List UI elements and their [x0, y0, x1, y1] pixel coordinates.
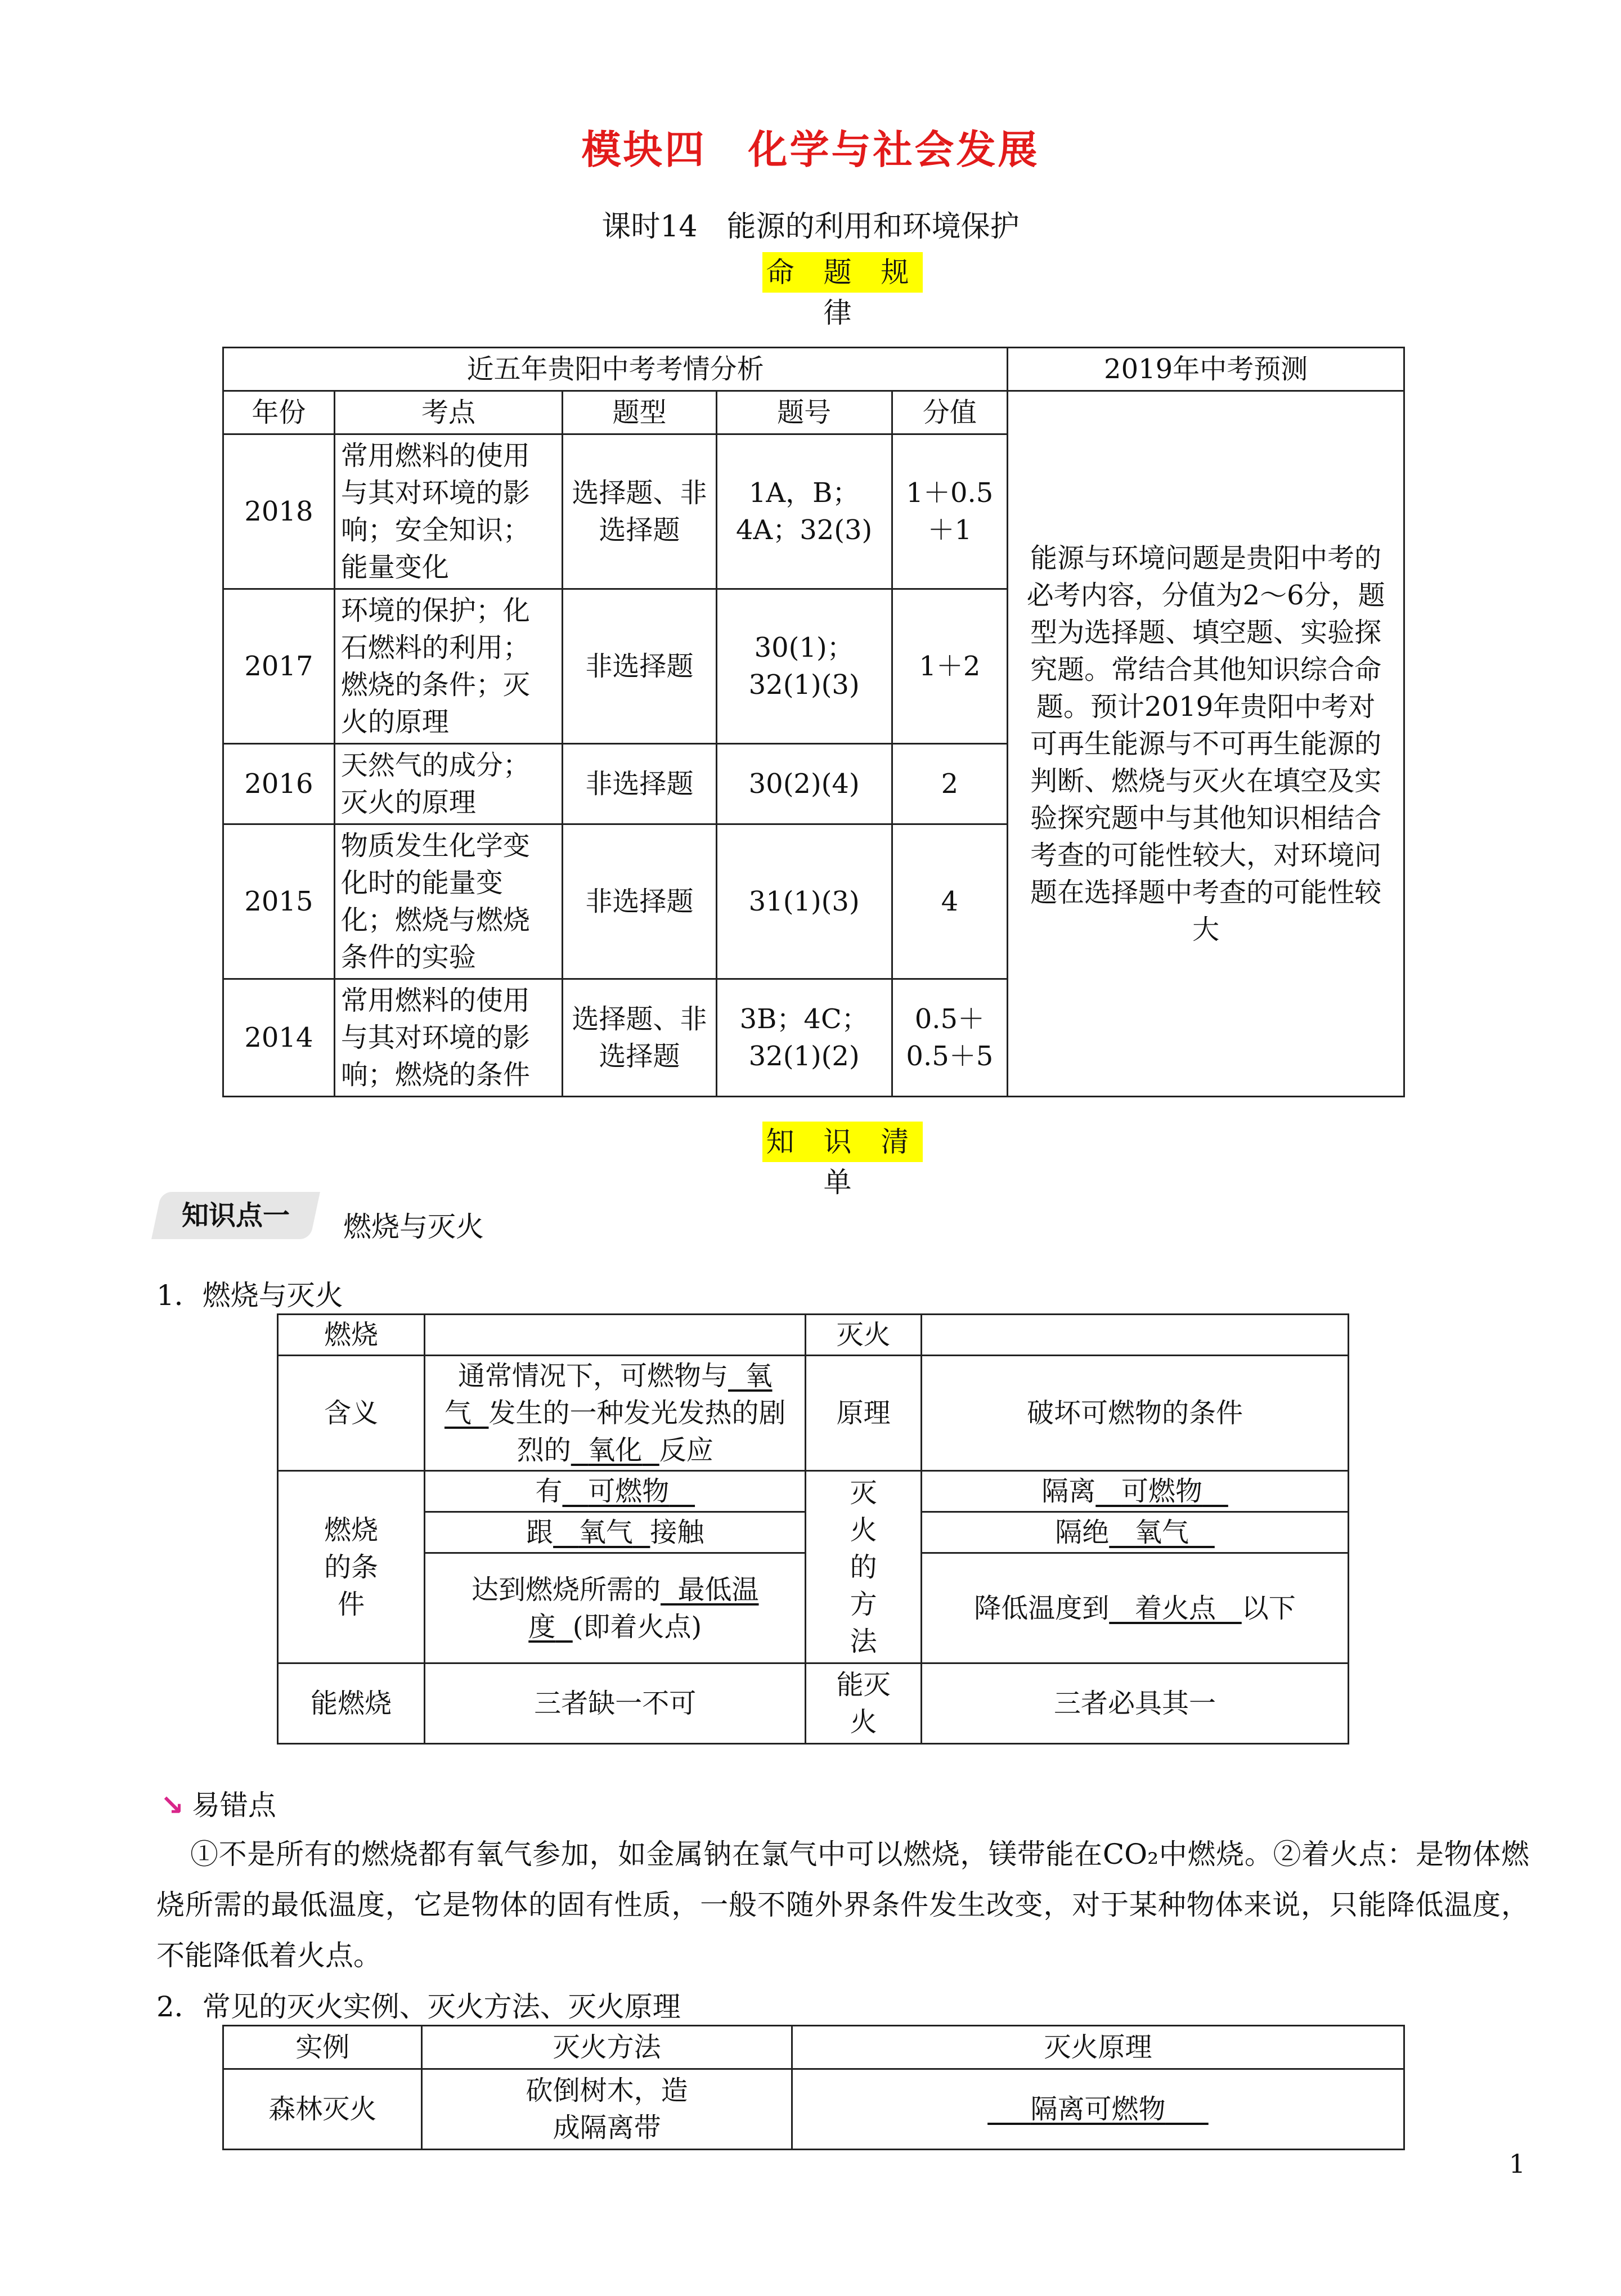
cell-type: 选择题、非选择题: [563, 434, 717, 589]
condition-label: 燃烧的条件: [278, 1471, 425, 1663]
condition-2: 跟 氧气 接触: [425, 1512, 806, 1553]
meaning-cell: 通常情况下，可燃物与 氧气 发生的一种发光发热的剧烈的 氧化 反应: [425, 1356, 806, 1471]
page-number: 1: [1508, 2149, 1525, 2179]
cell-principle: 隔离可燃物: [792, 2069, 1404, 2150]
cell-year: 2014: [223, 979, 335, 1097]
cell-score: 4: [892, 824, 1008, 979]
method-1: 隔离 可燃物: [922, 1471, 1349, 1512]
meaning-label: 含义: [278, 1356, 425, 1471]
cell-points: 常用燃料的使用与其对环境的影响；安全知识；能量变化: [334, 434, 562, 589]
heading-1: 1．燃烧与灭火: [156, 1279, 343, 1312]
method-label: 灭火的方法: [806, 1471, 922, 1663]
col-header: 灭火原理: [792, 2026, 1404, 2069]
table-group-header: 近五年贵阳中考考情分析: [223, 348, 1008, 391]
fire-example-table: [222, 2025, 1405, 2150]
cell-type: 非选择题: [563, 744, 717, 824]
can-burn-value: 三者缺一不可: [425, 1663, 806, 1744]
cell-type: 选择题、非选择题: [563, 979, 717, 1097]
col-header: 年份: [223, 391, 335, 434]
cell-points: 天然气的成分；灭火的原理: [334, 744, 562, 824]
principle-label: 原理: [806, 1356, 922, 1471]
col-header: 考点: [334, 391, 562, 434]
cell-num: 30(1)；32(1)(3): [716, 589, 892, 744]
cell-year: 2015: [223, 824, 335, 979]
cell-case: 森林灭火: [223, 2069, 422, 2150]
arrow-down-right-icon: ↘: [160, 1789, 184, 1822]
cell-score: 1＋0.5＋1: [892, 434, 1008, 589]
section-label-knowledge: 知 识 清 单: [762, 1122, 923, 1162]
can-extinguish-label: 能灭火: [806, 1663, 922, 1744]
col-header: 题型: [563, 391, 717, 434]
cell-points: 环境的保护；化石燃料的利用；燃烧的条件；灭火的原理: [334, 589, 562, 744]
cell-num: 31(1)(3): [716, 824, 892, 979]
principle-value: 破坏可燃物的条件: [922, 1356, 1349, 1471]
knowledge-point-title: 燃烧与灭火: [343, 1210, 484, 1243]
error-prone-heading: ↘ 易错点: [160, 1789, 276, 1822]
cell-num: 1A，B；4A；32(3): [716, 434, 892, 589]
cell-points: 物质发生化学变化时的能量变化；燃烧与燃烧条件的实验: [334, 824, 562, 979]
cell-score: 2: [892, 744, 1008, 824]
cell-method: 砍倒树木，造成隔离带: [422, 2069, 792, 2150]
table-row: [223, 2069, 1404, 2150]
section-label-exam: 命 题 规 律: [762, 252, 923, 293]
cell-empty: [425, 1315, 806, 1356]
exam-analysis-table: [222, 347, 1405, 1097]
cell-type: 非选择题: [563, 589, 717, 744]
cell-score: 1＋2: [892, 589, 1008, 744]
burn-extinguish-table: [277, 1313, 1349, 1745]
method-3: 降低温度到 着火点 以下: [922, 1553, 1349, 1663]
can-extinguish-value: 三者必具其一: [922, 1663, 1349, 1744]
prediction-text: 能源与环境问题是贵阳中考的必考内容，分值为2～6分，题型为选择题、填空题、实验探究题。常结合其他知识综合命题。预计2019年贵阳中考对可再生能源与不可再生能源的判断、燃烧与灭火在填空及实验探究题中与其他知识相结合考查的可能性较大，对环境问题在选择题中考查的可能性较大: [1008, 391, 1404, 1097]
knowledge-point-tag: 知识点一: [151, 1192, 320, 1239]
cell-extinguish: 灭火: [806, 1315, 922, 1356]
cell-empty: [922, 1315, 1349, 1356]
prediction-header: 2019年中考预测: [1008, 348, 1404, 391]
heading-2: 2．常见的灭火实例、灭火方法、灭火原理: [156, 1990, 681, 2023]
can-burn-label: 能燃烧: [278, 1663, 425, 1744]
cell-year: 2018: [223, 434, 335, 589]
method-2: 隔绝 氧气: [922, 1512, 1349, 1553]
lesson-title: 课时14 能源的利用和环境保护: [601, 210, 1020, 244]
cell-burn: 燃烧: [278, 1315, 425, 1356]
cell-num: 3B；4C；32(1)(2): [716, 979, 892, 1097]
col-header: 灭火方法: [422, 2026, 792, 2069]
cell-score: 0.5＋0.5＋5: [892, 979, 1008, 1097]
condition-1: 有 可燃物: [425, 1471, 806, 1512]
col-header: 分值: [892, 391, 1008, 434]
cell-points: 常用燃料的使用与其对环境的影响；燃烧的条件: [334, 979, 562, 1097]
cell-year: 2017: [223, 589, 335, 744]
col-header: 实例: [223, 2026, 422, 2069]
error-prone-text: ①不是所有的燃烧都有氧气参加，如金属钠在氯气中可以燃烧，镁带能在CO₂中燃烧。②着火点：是物体燃烧所需的最低温度，它是物体的固有性质，一般不随外界条件发生改变，对于某种物体来说，只能降低温度，不能降低着火点。: [156, 1838, 1529, 1972]
condition-3: 达到燃烧所需的 最低温度 (即着火点): [425, 1553, 806, 1663]
cell-type: 非选择题: [563, 824, 717, 979]
col-header: 题号: [716, 391, 892, 434]
cell-year: 2016: [223, 744, 335, 824]
cell-num: 30(2)(4): [716, 744, 892, 824]
module-title: 模块四 化学与社会发展: [581, 127, 1040, 173]
